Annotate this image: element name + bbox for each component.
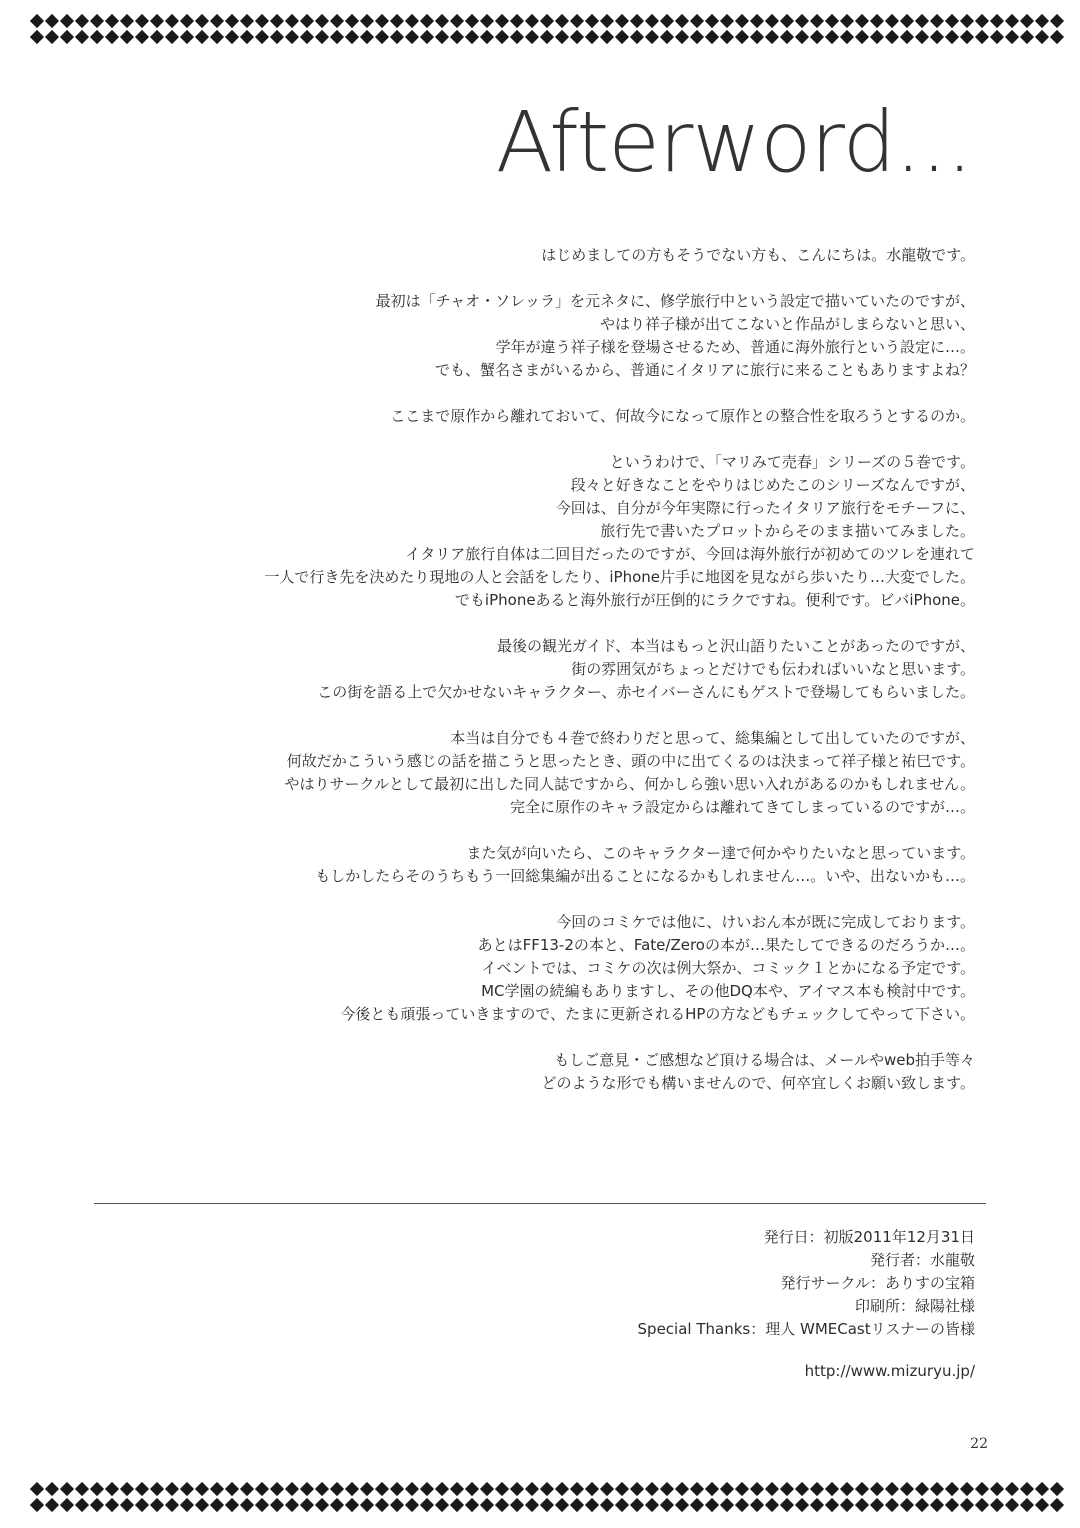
- diamond-ornament: [855, 12, 869, 46]
- diamond-ornament: [135, 1480, 149, 1514]
- diamond-ornament: [375, 12, 389, 46]
- diamond-ornament: [600, 1480, 614, 1514]
- text-line: イベントでは、コミケの次は例大祭か、コミック１とかになる予定です。: [481, 959, 975, 977]
- diamond-ornament: [990, 12, 1004, 46]
- colophon-line: Special Thanks：理人 WMECastリスナーの皆様: [637, 1320, 975, 1338]
- diamond-ornament: [720, 12, 734, 46]
- text-line: 今回のコミケでは他に、けいおん本が既に完成しております。: [556, 913, 975, 931]
- diamond-ornament: [90, 12, 104, 46]
- diamond-ornament: [225, 1480, 239, 1514]
- colophon-line: 発行日：初版2011年12月31日: [763, 1228, 975, 1246]
- paragraph: [75, 451, 975, 612]
- diamond-ornament: [585, 12, 599, 46]
- diamond-ornament: [825, 12, 839, 46]
- diamond-ornament: [435, 12, 449, 46]
- text-line: 街の雰囲気がちょっとだけでも伝わればいいなと思います。: [571, 660, 975, 678]
- diamond-ornament: [315, 1480, 329, 1514]
- paragraph: [75, 290, 975, 382]
- text-line: 旅行先で書いたプロットからそのまま描いてみました。: [600, 522, 975, 540]
- diamond-ornament: [1035, 1480, 1049, 1514]
- text-line: はじめましての方もそうでない方も、こんにちは。水龍敬です。: [541, 246, 975, 264]
- diamond-ornament: [915, 1480, 929, 1514]
- diamond-ornament: [660, 12, 674, 46]
- diamond-ornament: [630, 12, 644, 46]
- text-line: 完全に原作のキャラ設定からは離れてきてしまっているのですが…。: [509, 798, 975, 816]
- paragraph: [75, 405, 975, 428]
- paragraph: [75, 1049, 975, 1095]
- colophon-line: 発行者：水龍敬: [869, 1251, 975, 1269]
- diamond-ornament: [975, 12, 989, 46]
- diamond-ornament: [840, 12, 854, 46]
- text-line: やはりサークルとして最初に出した同人誌ですから、何かしら強い思い入れがあるのかもしれません。: [284, 775, 975, 793]
- diamond-ornament: [750, 12, 764, 46]
- diamond-ornament: [795, 1480, 809, 1514]
- diamond-ornament: [495, 12, 509, 46]
- diamond-ornament: [540, 12, 554, 46]
- diamond-ornament: [705, 12, 719, 46]
- diamond-ornament: [465, 12, 479, 46]
- diamond-ornament: [735, 12, 749, 46]
- diamond-ornament: [810, 12, 824, 46]
- text-line: イタリア旅行自体は二回目だったのですが、今回は海外旅行が初めてのツレを連れて: [405, 545, 975, 563]
- colophon: [638, 1226, 975, 1341]
- text-line: 何故だかこういう感じの話を描こうと思ったとき、頭の中に出てくるのは決まって祥子様と祐巳です。: [286, 752, 975, 770]
- diamond-ornament: [150, 1480, 164, 1514]
- diamond-ornament: [120, 12, 134, 46]
- diamond-ornament: [270, 1480, 284, 1514]
- text-line: MC学園の続編もありますし、その他DQ本や、アイマス本も検討中です。: [481, 982, 975, 1000]
- diamond-ornament: [975, 1480, 989, 1514]
- diamond-ornament: [315, 12, 329, 46]
- diamond-ornament: [75, 1480, 89, 1514]
- diamond-ornament: [450, 1480, 464, 1514]
- paragraph: [75, 635, 975, 704]
- diamond-ornament: [90, 1480, 104, 1514]
- text-line: もしかしたらそのうちもう一回総集編が出ることになるかもしれません…。いや、出ないかも…。: [315, 867, 975, 885]
- diamond-ornament: [450, 12, 464, 46]
- text-line: もしご意見・ご感想など頂ける場合は、メールやweb拍手等々: [554, 1051, 975, 1069]
- diamond-ornament: [840, 1480, 854, 1514]
- diamond-ornament: [285, 1480, 299, 1514]
- top-diamond-border: [30, 12, 1070, 46]
- diamond-ornament: [45, 12, 59, 46]
- diamond-ornament: [195, 1480, 209, 1514]
- diamond-ornament: [690, 1480, 704, 1514]
- text-line: 学年が違う祥子様を登場させるため、普通に海外旅行という設定に…。: [495, 338, 975, 356]
- diamond-ornament: [630, 1480, 644, 1514]
- diamond-ornament: [750, 1480, 764, 1514]
- text-line: でも、蟹名さまがいるから、普通にイタリアに旅行に来ることもありますよね？: [434, 361, 975, 379]
- text-line: ここまで原作から離れておいて、何故今になって原作との整合性を取ろうとするのか。: [390, 407, 975, 425]
- paragraph: [75, 842, 975, 888]
- diamond-ornament: [330, 12, 344, 46]
- diamond-ornament: [825, 1480, 839, 1514]
- text-line: でもiPhoneあると海外旅行が圧倒的にラクですね。便利です。ビバiPhone。: [454, 591, 975, 609]
- text-line: この街を語る上で欠かせないキャラクター、赤セイバーさんにもゲストで登場してもらいました。: [317, 683, 975, 701]
- divider-line: [94, 1203, 986, 1204]
- colophon-line: 印刷所：緑陽社様: [854, 1297, 975, 1315]
- diamond-ornament: [345, 1480, 359, 1514]
- diamond-ornament: [810, 1480, 824, 1514]
- diamond-ornament: [300, 1480, 314, 1514]
- diamond-ornament: [1050, 12, 1064, 46]
- diamond-ornament: [480, 1480, 494, 1514]
- diamond-ornament: [765, 12, 779, 46]
- diamond-ornament: [900, 12, 914, 46]
- diamond-ornament: [915, 12, 929, 46]
- diamond-ornament: [1020, 1480, 1034, 1514]
- bottom-diamond-border: [30, 1480, 1070, 1514]
- diamond-ornament: [645, 1480, 659, 1514]
- diamond-ornament: [210, 1480, 224, 1514]
- diamond-ornament: [885, 1480, 899, 1514]
- diamond-ornament: [525, 12, 539, 46]
- diamond-ornament: [150, 12, 164, 46]
- diamond-ornament: [420, 12, 434, 46]
- diamond-ornament: [105, 1480, 119, 1514]
- diamond-ornament: [330, 1480, 344, 1514]
- diamond-ornament: [135, 12, 149, 46]
- diamond-ornament: [60, 12, 74, 46]
- diamond-ornament: [30, 12, 44, 46]
- text-line: というわけで、「マリみて売春」シリーズの５巻です。: [609, 453, 975, 471]
- diamond-ornament: [465, 1480, 479, 1514]
- diamond-ornament: [405, 12, 419, 46]
- diamond-ornament: [780, 1480, 794, 1514]
- diamond-ornament: [735, 1480, 749, 1514]
- text-line: 段々と好きなことをやりはじめたこのシリーズなんですが、: [570, 476, 975, 494]
- diamond-ornament: [645, 12, 659, 46]
- diamond-ornament: [255, 1480, 269, 1514]
- diamond-ornament: [510, 1480, 524, 1514]
- page-title: Afterword...: [495, 93, 972, 191]
- diamond-ornament: [945, 1480, 959, 1514]
- diamond-ornament: [225, 12, 239, 46]
- paragraph: [75, 727, 975, 819]
- text-line: 最初は「チャオ・ソレッラ」を元ネタに、修学旅行中という設定で描いていたのですが、: [375, 292, 975, 310]
- text-line: やはり祥子様が出てこないと作品がしまらないと思い、: [599, 315, 975, 333]
- diamond-ornament: [405, 1480, 419, 1514]
- diamond-ornament: [600, 12, 614, 46]
- diamond-ornament: [555, 1480, 569, 1514]
- diamond-ornament: [480, 12, 494, 46]
- diamond-ornament: [540, 1480, 554, 1514]
- website-url: http://www.mizuryu.jp/: [804, 1362, 975, 1380]
- diamond-ornament: [930, 12, 944, 46]
- diamond-ornament: [360, 1480, 374, 1514]
- diamond-ornament: [615, 1480, 629, 1514]
- diamond-ornament: [720, 1480, 734, 1514]
- diamond-ornament: [855, 1480, 869, 1514]
- diamond-ornament: [705, 1480, 719, 1514]
- page-number: 22: [970, 1436, 988, 1452]
- paragraph: [75, 244, 975, 267]
- diamond-ornament: [45, 1480, 59, 1514]
- diamond-ornament: [960, 1480, 974, 1514]
- diamond-ornament: [360, 12, 374, 46]
- diamond-ornament: [195, 12, 209, 46]
- diamond-ornament: [870, 12, 884, 46]
- text-line: 最後の観光ガイド、本当はもっと沢山語りたいことがあったのですが、: [496, 637, 975, 655]
- diamond-ornament: [240, 12, 254, 46]
- diamond-ornament: [285, 12, 299, 46]
- diamond-ornament: [165, 12, 179, 46]
- diamond-ornament: [525, 1480, 539, 1514]
- diamond-ornament: [495, 1480, 509, 1514]
- diamond-ornament: [105, 12, 119, 46]
- diamond-ornament: [870, 1480, 884, 1514]
- diamond-ornament: [345, 12, 359, 46]
- diamond-ornament: [1035, 12, 1049, 46]
- diamond-ornament: [675, 12, 689, 46]
- paragraph: [75, 911, 975, 1026]
- text-line: 本当は自分でも４巻で終わりだと思って、総集編として出していたのですが、: [450, 729, 975, 747]
- diamond-ornament: [120, 1480, 134, 1514]
- diamond-ornament: [555, 12, 569, 46]
- text-line: また気が向いたら、このキャラクター達で何かやりたいなと思っています。: [466, 844, 975, 862]
- diamond-ornament: [960, 12, 974, 46]
- text-line: 一人で行き先を決めたり現地の人と会話をしたり、iPhone片手に地図を見ながら歩いたり…大変でした。: [264, 568, 975, 586]
- diamond-ornament: [1020, 12, 1034, 46]
- diamond-ornament: [990, 1480, 1004, 1514]
- diamond-ornament: [300, 12, 314, 46]
- diamond-ornament: [210, 12, 224, 46]
- diamond-ornament: [165, 1480, 179, 1514]
- diamond-ornament: [900, 1480, 914, 1514]
- diamond-ornament: [675, 1480, 689, 1514]
- diamond-ornament: [435, 1480, 449, 1514]
- text-line: あとはFF13-2の本と、Fate/Zeroの本が…果たしてできるのだろうか…。: [477, 936, 975, 954]
- diamond-ornament: [930, 1480, 944, 1514]
- diamond-ornament: [240, 1480, 254, 1514]
- diamond-ornament: [180, 12, 194, 46]
- diamond-ornament: [255, 12, 269, 46]
- text-line: どのような形でも構いませんので、何卒宜しくお願い致します。: [541, 1074, 975, 1092]
- diamond-ornament: [690, 12, 704, 46]
- diamond-ornament: [390, 12, 404, 46]
- diamond-ornament: [780, 12, 794, 46]
- diamond-ornament: [1005, 1480, 1019, 1514]
- colophon-line: 発行サークル：ありすの宝箱: [780, 1274, 975, 1292]
- diamond-ornament: [945, 12, 959, 46]
- diamond-ornament: [615, 12, 629, 46]
- diamond-ornament: [1050, 1480, 1064, 1514]
- diamond-ornament: [375, 1480, 389, 1514]
- diamond-ornament: [60, 1480, 74, 1514]
- diamond-ornament: [510, 12, 524, 46]
- diamond-ornament: [570, 12, 584, 46]
- diamond-ornament: [270, 12, 284, 46]
- diamond-ornament: [765, 1480, 779, 1514]
- diamond-ornament: [75, 12, 89, 46]
- diamond-ornament: [420, 1480, 434, 1514]
- diamond-ornament: [1005, 12, 1019, 46]
- diamond-ornament: [660, 1480, 674, 1514]
- diamond-ornament: [390, 1480, 404, 1514]
- text-line: 今回は、自分が今年実際に行ったイタリア旅行をモチーフに、: [555, 499, 975, 517]
- afterword-body: [75, 244, 975, 1118]
- text-line: 今後とも頑張っていきますので、たまに更新されるHPの方などもチェックしてやって下さい。: [340, 1005, 975, 1023]
- diamond-ornament: [795, 12, 809, 46]
- diamond-ornament: [585, 1480, 599, 1514]
- diamond-ornament: [30, 1480, 44, 1514]
- diamond-ornament: [570, 1480, 584, 1514]
- diamond-ornament: [885, 12, 899, 46]
- diamond-ornament: [180, 1480, 194, 1514]
